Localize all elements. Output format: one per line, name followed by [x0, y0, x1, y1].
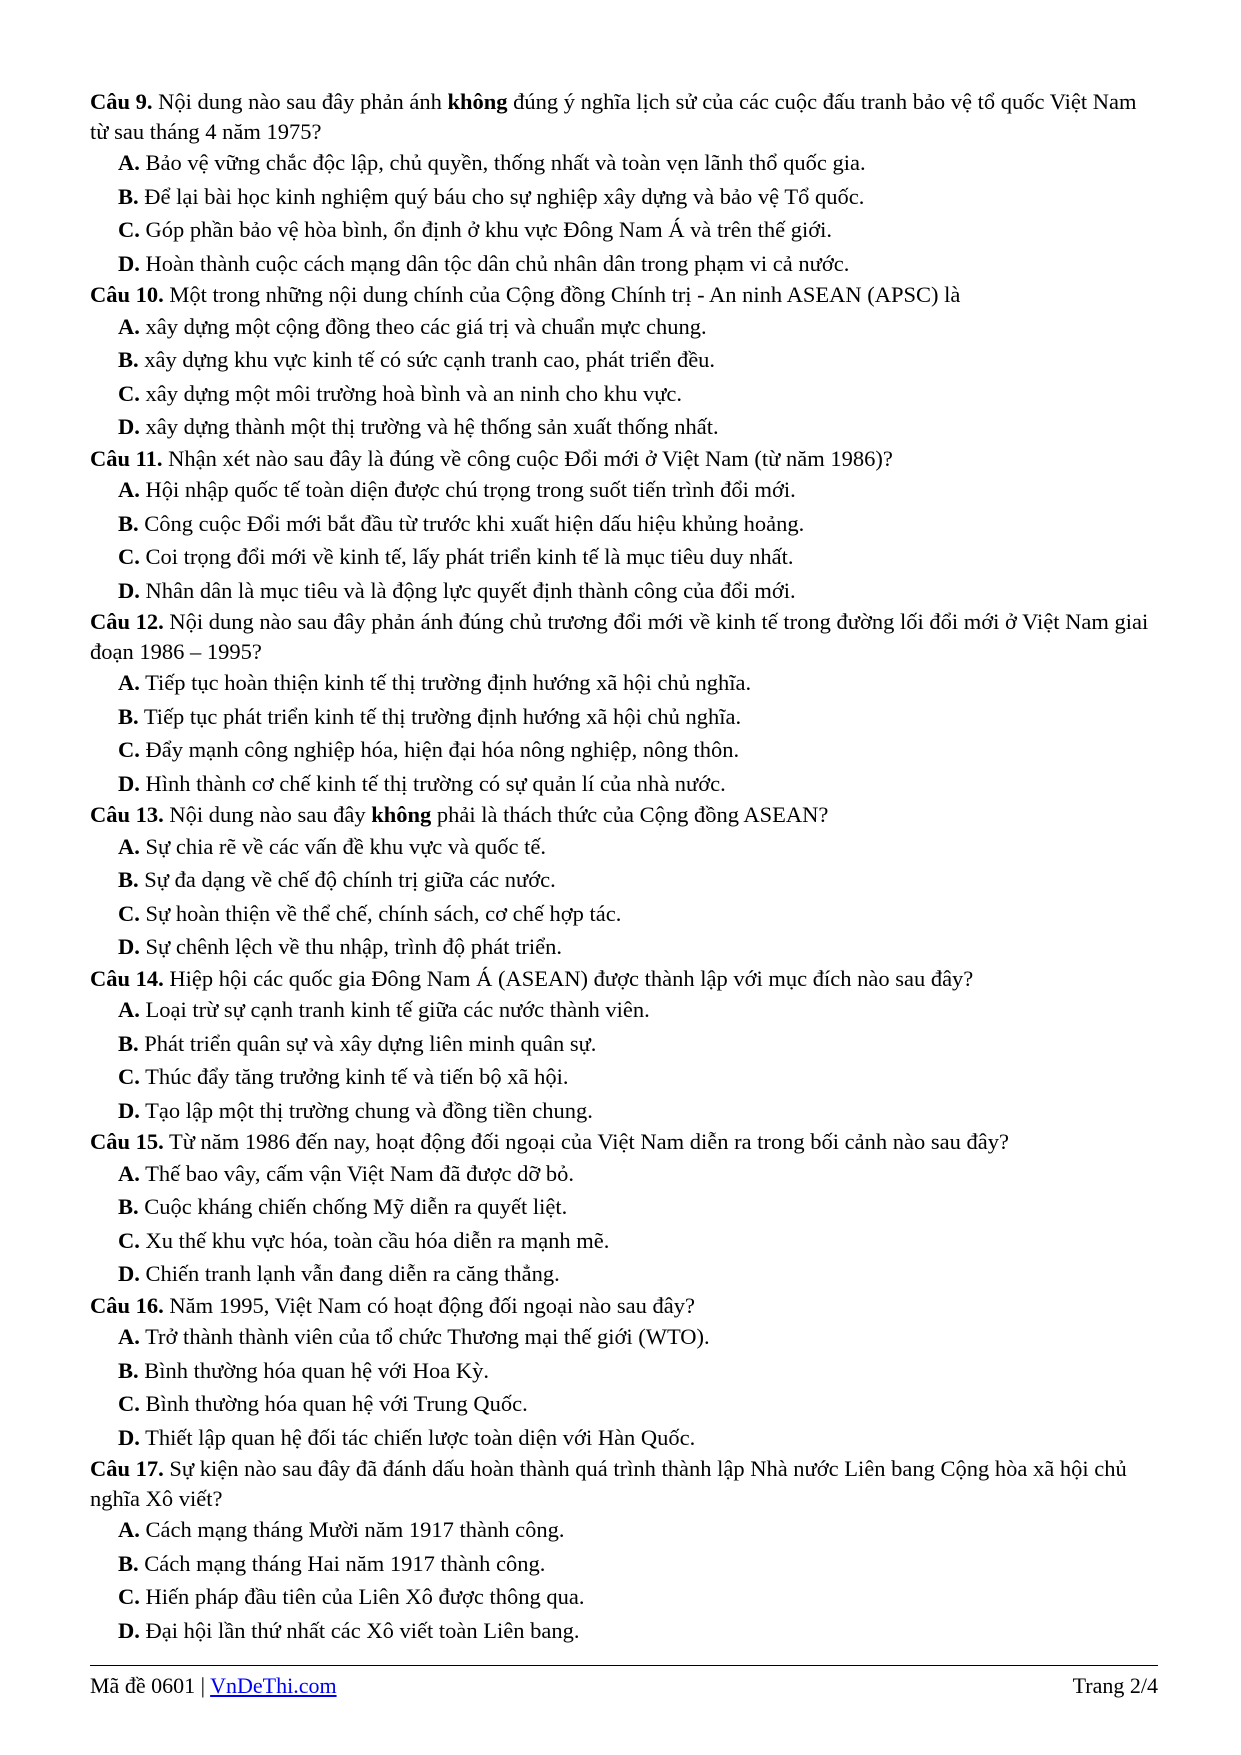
question	[90, 280, 1158, 444]
option-letter: B.	[118, 1030, 139, 1056]
option-letter: D.	[118, 770, 140, 796]
option-text: Nhân dân là mục tiêu và là động lực quyết định thành công của đổi mới.	[139, 577, 796, 603]
footer-left	[90, 1672, 337, 1700]
question-text: Sự kiện nào sau đây đã đánh dấu hoàn thành quá trình thành lập Nhà nước Liên bang Cộng hòa xã hội chủ nghĩa Xô viết?	[90, 1456, 1127, 1511]
option-letter: A.	[118, 997, 140, 1022]
answer-option	[90, 213, 1158, 247]
answer-option	[90, 1580, 1158, 1614]
question	[90, 800, 1158, 964]
answer-option	[90, 180, 1158, 214]
question-emphasis: không	[371, 802, 432, 827]
question-text: Nội dung nào sau đây	[163, 802, 372, 827]
answer-option	[90, 1513, 1158, 1547]
answer-option	[90, 1354, 1158, 1388]
option-letter: D.	[118, 1617, 140, 1643]
option-text: Cách mạng tháng Mười năm 1917 thành công.	[139, 1517, 565, 1542]
option-letter: A.	[118, 670, 140, 695]
question	[90, 1127, 1158, 1291]
option-text: Xu thế khu vực hóa, toàn cầu hóa diễn ra mạnh mẽ.	[139, 1227, 610, 1253]
option-text: Hiến pháp đầu tiên của Liên Xô được thông qua.	[139, 1584, 585, 1609]
option-letter: D.	[118, 1424, 140, 1450]
answer-option	[90, 897, 1158, 931]
answer-option	[90, 767, 1158, 801]
answer-option	[90, 540, 1158, 574]
answer-option	[90, 574, 1158, 608]
option-text: Phát triển quân sự và xây dựng liên minh quân sự.	[138, 1030, 597, 1056]
option-letter: D.	[118, 934, 140, 959]
question-number: Câu 15.	[90, 1129, 164, 1154]
question-stem	[90, 444, 1158, 474]
option-text: Sự chênh lệch về thu nhập, trình độ phát triển.	[139, 934, 562, 959]
answer-option	[90, 343, 1158, 377]
option-text: Thúc đẩy tăng trưởng kinh tế và tiến bộ xã hội.	[139, 1064, 569, 1089]
question	[90, 444, 1158, 608]
option-text: Thiết lập quan hệ đối tác chiến lược toàn diện với Hàn Quốc.	[139, 1424, 696, 1450]
option-text: Bình thường hóa quan hệ với Hoa Kỳ.	[138, 1357, 489, 1383]
question-stem	[90, 280, 1158, 310]
option-letter: B.	[118, 703, 139, 729]
answer-option	[90, 1614, 1158, 1648]
answer-option	[90, 666, 1158, 700]
option-letter: A.	[118, 1517, 140, 1542]
question-number: Câu 14.	[90, 965, 164, 991]
option-letter: B.	[118, 1357, 139, 1383]
question-list	[90, 87, 1158, 1647]
option-text: Sự hoàn thiện về thể chế, chính sách, cơ chế hợp tác.	[139, 900, 622, 926]
answer-option	[90, 863, 1158, 897]
option-text: Bình thường hóa quan hệ với Trung Quốc.	[139, 1391, 528, 1416]
answer-option	[90, 507, 1158, 541]
site-link[interactable]: VnDeThi.com	[210, 1673, 337, 1698]
option-text: Tiếp tục phát triển kinh tế thị trường định hướng xã hội chủ nghĩa.	[138, 703, 742, 729]
question-number: Câu 11.	[90, 445, 163, 471]
option-letter: A.	[118, 150, 140, 175]
question-number: Câu 12.	[90, 609, 164, 634]
answer-option	[90, 1387, 1158, 1421]
answer-option	[90, 146, 1158, 180]
option-letter: D.	[118, 414, 140, 439]
answer-option	[90, 1190, 1158, 1224]
option-text: Công cuộc Đổi mới bắt đầu từ trước khi xuất hiện dấu hiệu khủng hoảng.	[138, 510, 805, 536]
question-text: Nội dung nào sau đây phản ánh	[152, 89, 448, 114]
answer-option	[90, 700, 1158, 734]
option-letter: A.	[118, 1160, 140, 1186]
question-number: Câu 9.	[90, 89, 153, 114]
option-text: Sự đa dạng về chế độ chính trị giữa các nước.	[138, 867, 556, 892]
option-letter: C.	[118, 900, 140, 926]
option-letter: A.	[118, 833, 140, 859]
question-stem	[90, 607, 1158, 666]
option-text: xây dựng một cộng đồng theo các giá trị và chuẩn mực chung.	[139, 313, 707, 339]
option-letter: B.	[118, 867, 139, 892]
option-text: Tạo lập một thị trường chung và đồng tiền chung.	[139, 1097, 593, 1123]
answer-option	[90, 930, 1158, 964]
option-text: xây dựng khu vực kinh tế có sức cạnh tranh cao, phát triển đều.	[138, 347, 716, 372]
question-text: đúng ý nghĩa lịch sử của các cuộc đấu tranh bảo vệ tổ quốc Việt Nam từ sau tháng 4 năm 1975?	[90, 89, 1137, 144]
answer-option	[90, 1157, 1158, 1191]
option-letter: D.	[118, 250, 140, 276]
answer-option	[90, 830, 1158, 864]
question-text: phải là thách thức của Cộng đồng ASEAN?	[431, 802, 829, 827]
option-text: Cuộc kháng chiến chống Mỹ diễn ra quyết liệt.	[138, 1194, 568, 1219]
option-letter: D.	[118, 1261, 140, 1286]
option-text: Hoàn thành cuộc cách mạng dân tộc dân chủ nhân dân trong phạm vi cả nước.	[139, 250, 850, 276]
option-text: Để lại bài học kinh nghiệm quý báu cho sự nghiệp xây dựng và bảo vệ Tổ quốc.	[138, 183, 865, 209]
question-text: Nội dung nào sau đây phản ánh đúng chủ trương đổi mới về kinh tế trong đường lối đổi mới ở Việt Nam giai đoạn 1986 – 1995?	[90, 609, 1149, 664]
question	[90, 1291, 1158, 1455]
answer-option	[90, 377, 1158, 411]
option-text: Đại hội lần thứ nhất các Xô viết toàn Liên bang.	[139, 1617, 580, 1643]
question-number: Câu 13.	[90, 802, 164, 827]
question	[90, 607, 1158, 800]
answer-option	[90, 1547, 1158, 1581]
option-letter: C.	[118, 1584, 140, 1609]
option-letter: C.	[118, 380, 140, 406]
option-letter: B.	[118, 510, 139, 536]
option-letter: C.	[118, 217, 140, 242]
question-number: Câu 16.	[90, 1292, 164, 1318]
option-letter: C.	[118, 1391, 140, 1416]
question-emphasis: không	[447, 89, 508, 114]
question-stem	[90, 1454, 1158, 1513]
answer-option	[90, 1060, 1158, 1094]
answer-option	[90, 410, 1158, 444]
answer-option	[90, 1027, 1158, 1061]
page-footer	[90, 1665, 1158, 1700]
option-text: Chiến tranh lạnh vẫn đang diễn ra căng thẳng.	[139, 1261, 560, 1286]
question-stem	[90, 800, 1158, 830]
option-letter: B.	[118, 347, 139, 372]
question	[90, 87, 1158, 280]
question-number: Câu 10.	[90, 282, 164, 307]
question-number: Câu 17.	[90, 1456, 164, 1481]
answer-option	[90, 1421, 1158, 1455]
option-letter: C.	[118, 1064, 140, 1089]
answer-option	[90, 1257, 1158, 1291]
option-text: Hội nhập quốc tế toàn diện được chú trọng trong suốt tiến trình đổi mới.	[139, 477, 796, 502]
option-text: Bảo vệ vững chắc độc lập, chủ quyền, thống nhất và toàn vẹn lãnh thổ quốc gia.	[139, 150, 866, 175]
option-text: Coi trọng đổi mới về kinh tế, lấy phát triển kinh tế là mục tiêu duy nhất.	[139, 544, 794, 569]
option-text: Loại trừ sự cạnh tranh kinh tế giữa các nước thành viên.	[139, 997, 650, 1022]
question-stem	[90, 87, 1158, 146]
answer-option	[90, 1224, 1158, 1258]
option-letter: A.	[118, 477, 140, 502]
option-letter: C.	[118, 737, 140, 762]
answer-option	[90, 310, 1158, 344]
option-letter: A.	[118, 1324, 140, 1349]
option-letter: D.	[118, 1097, 140, 1123]
option-text: Trở thành thành viên của tổ chức Thương mại thế giới (WTO).	[139, 1324, 710, 1349]
option-letter: A.	[118, 313, 140, 339]
option-letter: C.	[118, 544, 140, 569]
question-text: Từ năm 1986 đến nay, hoạt động đối ngoại của Việt Nam diễn ra trong bối cảnh nào sau đây?	[163, 1129, 1009, 1154]
option-text: Góp phần bảo vệ hòa bình, ổn định ở khu vực Đông Nam Á và trên thế giới.	[139, 217, 832, 242]
option-letter: D.	[118, 577, 140, 603]
answer-option	[90, 247, 1158, 281]
option-text: Cách mạng tháng Hai năm 1917 thành công.	[138, 1550, 546, 1576]
option-text: xây dựng thành một thị trường và hệ thống sản xuất thống nhất.	[139, 414, 719, 439]
option-letter: B.	[118, 1550, 139, 1576]
question-text: Hiệp hội các quốc gia Đông Nam Á (ASEAN) được thành lập với mục đích nào sau đây?	[163, 965, 974, 991]
page-number: Trang 2/4	[1072, 1673, 1158, 1698]
exam-code: Mã đề 0601 |	[90, 1673, 211, 1698]
option-text: Đẩy mạnh công nghiệp hóa, hiện đại hóa nông nghiệp, nông thôn.	[139, 737, 740, 762]
option-text: Thế bao vây, cấm vận Việt Nam đã được dỡ bỏ.	[139, 1160, 574, 1186]
question	[90, 964, 1158, 1128]
option-text: Sự chia rẽ về các vấn đề khu vực và quốc tế.	[139, 833, 546, 859]
answer-option	[90, 1094, 1158, 1128]
answer-option	[90, 473, 1158, 507]
option-letter: C.	[118, 1227, 140, 1253]
answer-option	[90, 993, 1158, 1027]
question-text: Năm 1995, Việt Nam có hoạt động đối ngoại nào sau đây?	[163, 1292, 696, 1318]
question-text: Một trong những nội dung chính của Cộng đồng Chính trị - An ninh ASEAN (APSC) là	[163, 282, 961, 307]
question-stem	[90, 1127, 1158, 1157]
question-stem	[90, 1291, 1158, 1321]
option-text: Hình thành cơ chế kinh tế thị trường có sự quản lí của nhà nước.	[139, 770, 726, 796]
answer-option	[90, 733, 1158, 767]
question-text: Nhận xét nào sau đây là đúng về công cuộc Đổi mới ở Việt Nam (từ năm 1986)?	[162, 445, 893, 471]
question	[90, 1454, 1158, 1647]
option-letter: B.	[118, 1194, 139, 1219]
option-letter: B.	[118, 183, 139, 209]
question-stem	[90, 964, 1158, 994]
option-text: xây dựng một môi trường hoà bình và an ninh cho khu vực.	[139, 380, 683, 406]
answer-option	[90, 1320, 1158, 1354]
option-text: Tiếp tục hoàn thiện kinh tế thị trường định hướng xã hội chủ nghĩa.	[139, 670, 752, 695]
